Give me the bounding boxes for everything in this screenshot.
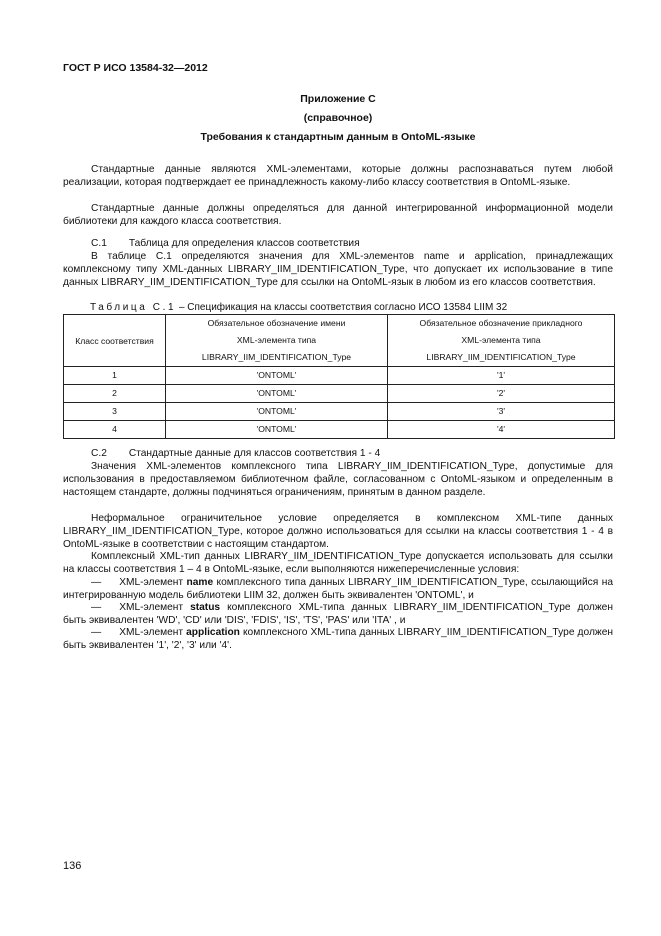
intro-paragraph-2: Стандартные данные должны определяться для данной интегрированной информационной модели библиотеки для каждого класса соответствия. — [63, 203, 613, 228]
condition-text: комплексного XML-типа данных LIBRARY_IIM_IDENTIFICATION_Type должен быть эквивалентен '1', '2', '3' или '4'. — [63, 627, 613, 652]
table-caption — [90, 302, 507, 314]
table-header-row — [64, 315, 615, 367]
header-application-line: Обязательное обозначение прикладного — [419, 318, 583, 328]
header-application-designation — [388, 315, 615, 367]
appendix-subtitle: Требования к стандартным данным в OntoML-языке — [200, 131, 476, 143]
section-c1-text: В таблице С.1 определяются значения для XML-элементов name и application, принадлежащих комплексному типу XML-данных LIBRARY_IIM_IDENTIFICATION_Type, что допускает их использование в типе данных LIBRARY_IIM_IDENTIFICATION_Type для ссылки на OntoML-язык в любом из его классов соответствия. — [63, 251, 613, 289]
section-c1-number: С.1 — [91, 238, 107, 249]
cell-application: '1' — [388, 367, 615, 385]
condition-keyword: status — [190, 602, 221, 613]
table-row — [64, 385, 615, 403]
header-conformance-class: Класс соответствия — [64, 315, 166, 367]
page-number: 136 — [63, 860, 82, 872]
intro-paragraph-1: Стандартные данные являются XML-элементами, которые должны распознаваться путем любой реализации, которая подтверждает ее принадлежность какому-либо классу соответствия в OntoML-языке. — [63, 164, 613, 189]
section-c2-paragraph-2: Неформальное ограничительное условие определяется в комплексном XML-типе данных LIBRARY_IIM_IDENTIFICATION_Type, которое должно использоваться для ссылки на классы соответствия 1 - 4 в OntoML-языке в соответствии с настоящим стандартом. — [63, 513, 613, 551]
cell-name: 'ONTOML' — [166, 367, 388, 385]
condition-item — [63, 601, 613, 627]
condition-prefix: XML-элемент — [119, 627, 184, 638]
cell-class: 2 — [64, 385, 166, 403]
appendix-title: Приложение С — [300, 93, 376, 105]
table-caption-text: – Спецификация на классы соответствия согласно ИСО 13584 LIIM 32 — [178, 302, 508, 313]
condition-item — [63, 626, 613, 652]
section-c2-number: С.2 — [91, 448, 107, 459]
condition-dash: — — [91, 627, 102, 638]
header-application-line: LIBRARY_IIM_IDENTIFICATION_Type — [426, 352, 576, 362]
cell-class: 4 — [64, 421, 166, 439]
condition-dash: — — [91, 577, 102, 588]
appendix-type: (справочное) — [303, 112, 373, 124]
table-row — [64, 403, 615, 421]
header-name-line: XML-элемента типа — [236, 335, 317, 345]
section-c1-title: Таблица для определения классов соответствия — [128, 238, 360, 249]
table-row — [64, 421, 615, 439]
cell-application: '4' — [388, 421, 615, 439]
condition-item — [63, 576, 613, 602]
section-c2-paragraph-1: Значения XML-элементов комплексного типа LIBRARY_IIM_IDENTIFICATION_Type, допустимые для использования в предоставляемом библиотечном файле, согласованном с OntoML-языком и определенным в настоящем стандарте, должны подчиняться ограничениям, принятым в данном разделе. — [63, 461, 613, 499]
cell-class: 1 — [64, 367, 166, 385]
table-caption-label: Таблица С.1 — [90, 302, 177, 313]
condition-prefix: XML-элемент — [119, 602, 184, 613]
section-c1-heading — [91, 237, 613, 250]
cell-name: 'ONTOML' — [166, 421, 388, 439]
condition-keyword: application — [186, 627, 240, 638]
condition-dash: — — [91, 602, 102, 613]
condition-text: комплексного типа данных LIBRARY_IIM_IDENTIFICATION_Type, ссылающийся на интегрированную модель библиотеки LIIM 32, должен быть эквивалентен 'ONTOML', и — [63, 577, 613, 602]
section-c2-title: Стандартные данные для классов соответствия 1 - 4 — [128, 448, 381, 459]
cell-name: 'ONTOML' — [166, 403, 388, 421]
header-application-line: XML-элемента типа — [461, 335, 541, 345]
table-row — [64, 367, 615, 385]
cell-application: '2' — [388, 385, 615, 403]
header-name-designation — [166, 315, 388, 367]
cell-class: 3 — [64, 403, 166, 421]
conformance-classes-table — [63, 314, 615, 439]
header-name-line: LIBRARY_IIM_IDENTIFICATION_Type — [201, 352, 352, 362]
condition-keyword: name — [186, 577, 214, 588]
condition-prefix: XML-элемент — [119, 577, 184, 588]
condition-text: комплексного XML-типа данных LIBRARY_IIM_IDENTIFICATION_Type должен быть эквивалентен 'WD', 'CD' или 'DIS', 'FDIS', 'IS', 'TS', 'PAS' или 'ITA' , и — [63, 602, 613, 627]
cell-name: 'ONTOML' — [166, 385, 388, 403]
section-c2-paragraph-3: Комплексный XML-тип данных LIBRARY_IIM_IDENTIFICATION_Type допускается использовать для ссылки на классы соответствия 1 – 4 в OntoML-языке, если выполняются нижеперечисленные условия: — [63, 551, 613, 576]
cell-application: '3' — [388, 403, 615, 421]
header-name-line: Обязательное обозначение имени — [207, 318, 346, 328]
document-header: ГОСТ Р ИСО 13584-32—2012 — [63, 62, 208, 74]
section-c2-heading — [91, 447, 613, 460]
